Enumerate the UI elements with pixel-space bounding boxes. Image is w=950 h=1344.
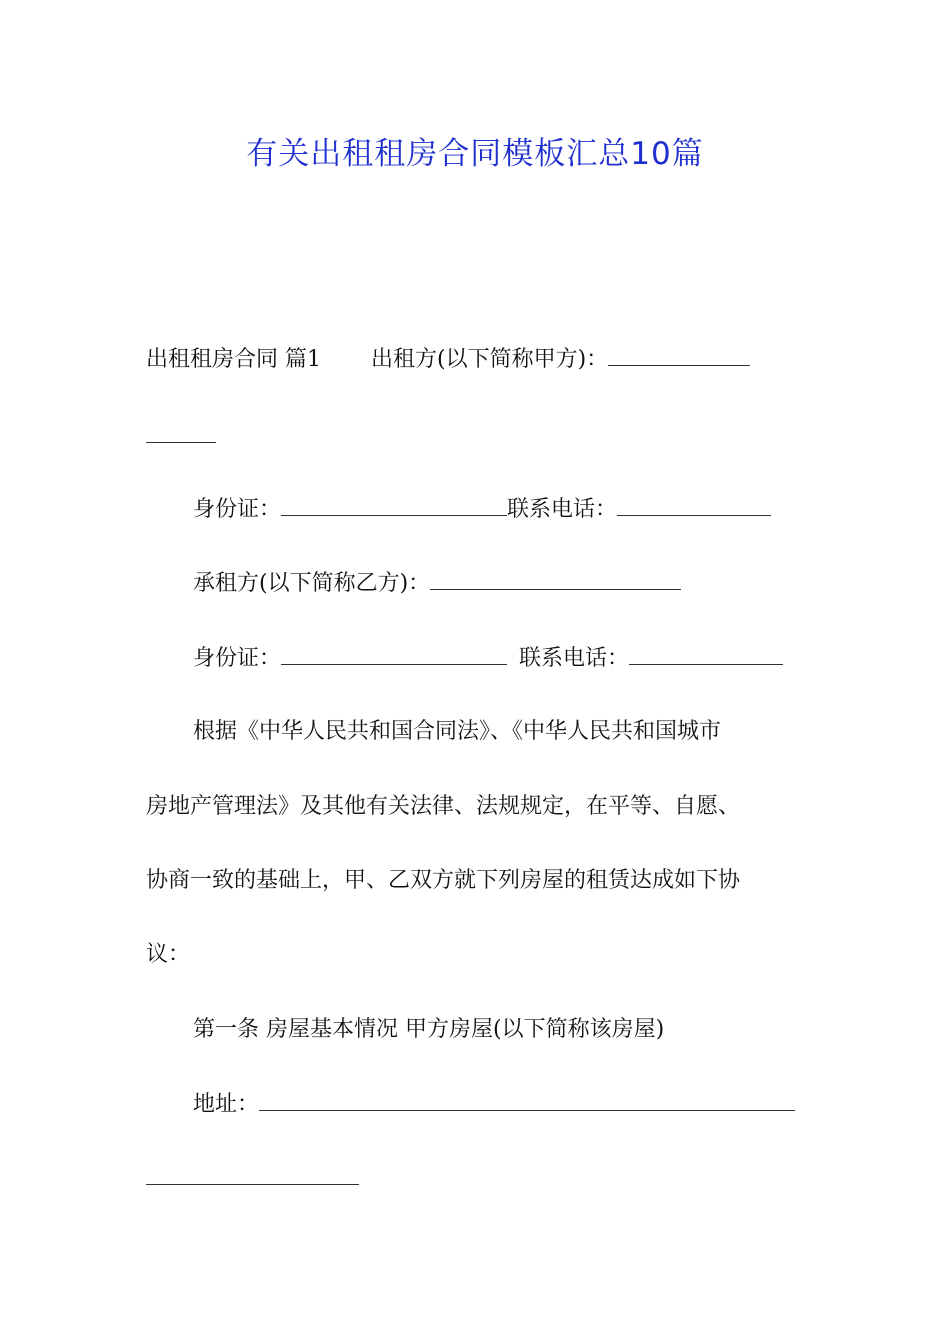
line-lessor — [146, 345, 750, 375]
paragraph-line: 房地产管理法》及其他有关法律、法规规定，在平等、自愿、 — [146, 794, 741, 819]
lessor-phone-label: 联系电话： — [507, 497, 618, 522]
line-lessor-id — [193, 495, 771, 525]
lessee-phone-blank — [629, 644, 783, 665]
lessee-phone-label: 联系电话： — [519, 646, 630, 671]
lessor-id-blank — [281, 495, 507, 516]
lessee-id-label: 身份证： — [193, 646, 282, 671]
paragraph-line: 根据《中华人民共和国合同法》、《中华人民共和国城市 — [193, 719, 722, 744]
document-title: 有关出租租房合同模板汇总10篇 — [246, 136, 704, 172]
line-lessee-id — [193, 644, 783, 674]
lessor-blank — [608, 345, 750, 366]
contract-heading: 出租租房合同 篇1 — [146, 347, 321, 372]
lessor-id-label: 身份证： — [193, 497, 282, 522]
lessee-id-blank — [281, 644, 507, 665]
article-one-heading: 第一条 房屋基本情况 甲方房屋(以下简称该房屋) — [193, 1017, 665, 1042]
lessor-phone-blank — [617, 495, 771, 516]
line-lessee — [193, 569, 681, 599]
address-blank — [259, 1090, 795, 1111]
line-lessor-cont — [146, 422, 216, 452]
lessee-label: 承租方(以下简称乙方)： — [193, 571, 431, 596]
lessee-blank — [430, 569, 681, 590]
lessor-label: 出租方(以下简称甲方)： — [371, 347, 609, 372]
lessor-blank-continued — [146, 422, 216, 443]
paragraph-line: 协商一致的基础上，甲、乙双方就下列房屋的租赁达成如下协 — [146, 868, 741, 893]
paragraph-line: 议： — [146, 942, 191, 967]
line-address-cont — [146, 1164, 359, 1194]
address-blank-continued — [146, 1164, 359, 1185]
line-address — [193, 1090, 795, 1120]
address-label: 地址： — [193, 1092, 260, 1117]
